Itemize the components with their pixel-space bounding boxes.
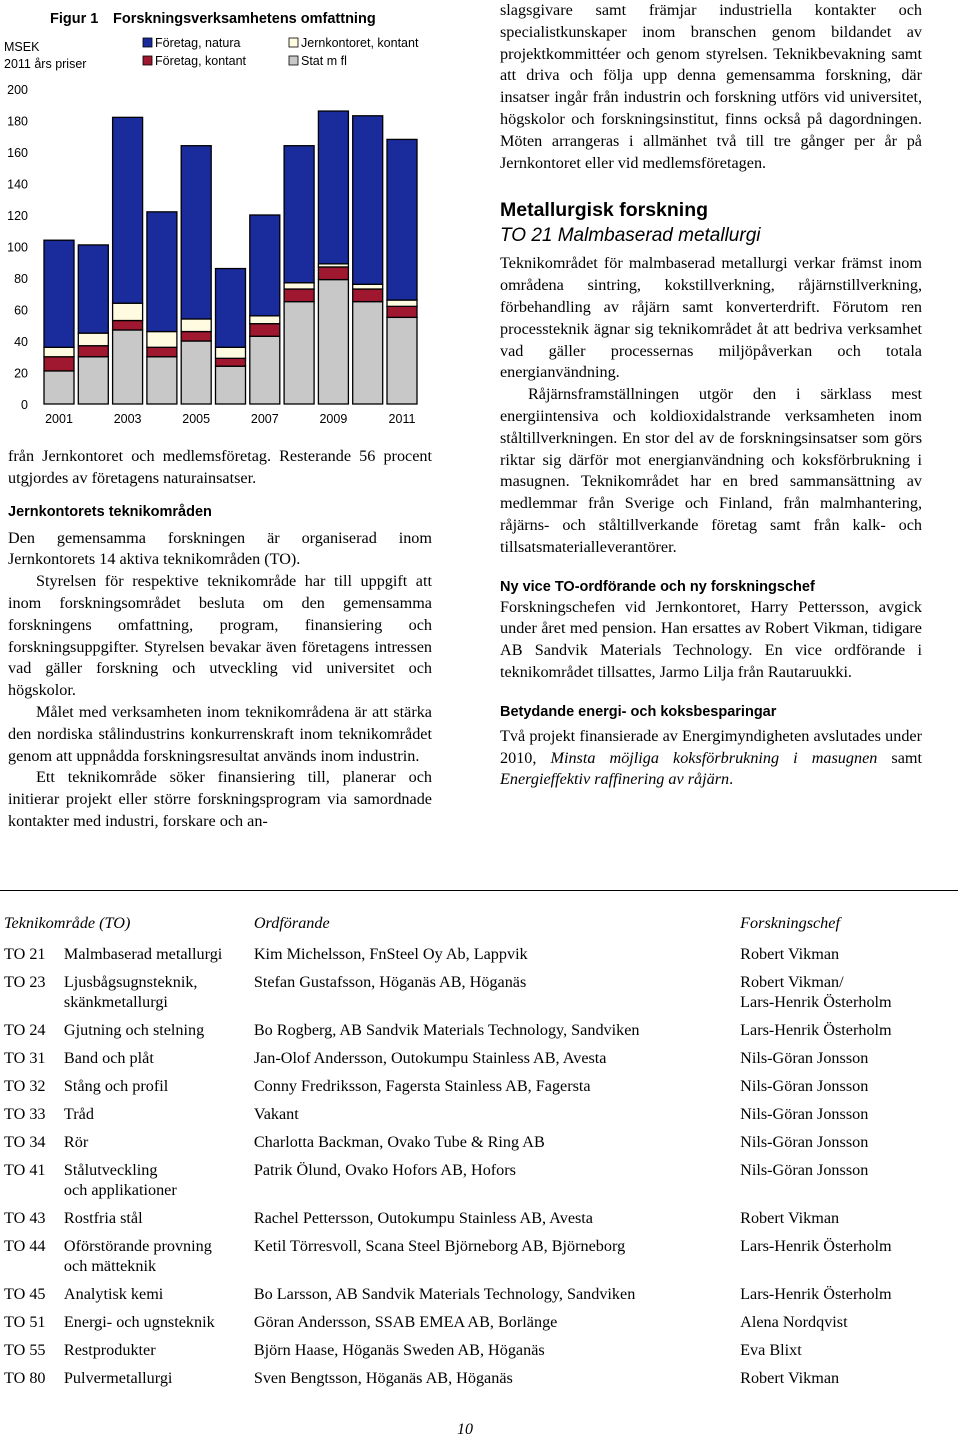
to-area xyxy=(64,971,254,1019)
to-code xyxy=(0,1131,64,1159)
right-paragraph-0: slagsgivare samt främjar industriella kontakter och specialistkunskaper inom branschen genom bildandet av projektkommittéer och genom styrelsen. Teknikbevakning samt att driva och följa upp denna gemensamma forskning, där insatser ingår från industrin och forskning utförs vid universitet, högskolor och forskningsinstitut, finns också på dagordningen. Möten arrangeras i allmänhet två till tre gånger per år på Jernkontoret eller vid medlemsföretagen. xyxy=(500,1,922,172)
left-text-column xyxy=(8,446,432,833)
bar-segment-jernkontoret-2005 xyxy=(181,319,211,332)
table-row xyxy=(0,971,950,1019)
to-chair xyxy=(254,1311,740,1339)
to-chair xyxy=(254,1131,740,1159)
to-code-line: TO 55 xyxy=(4,1341,46,1359)
to-research-chief xyxy=(740,1103,950,1131)
chart-title: Forskningsverksamhetens omfattning xyxy=(113,11,376,27)
x-tick-label: 2005 xyxy=(182,412,211,426)
table-row xyxy=(0,1047,950,1075)
right-paragraph-2: Råjärnsframställningen utgör den i särklass mest energiintensiva och koldioxidalstrande verksamheten inom ståltillverkningen. En stor del av de forskningsinsatser som görs riktar sig därför mot energianvändning och koksförbrukning i masugnen. Teknikområdet har en bred sammansättning av medlemmar från Sverige och Finland, från malmhantering, råjärns- och ståltillverkande företag samt från kalk- och tillsatsmaterialleverantörer. xyxy=(500,385,922,556)
to-research-chief xyxy=(740,1019,950,1047)
to-area-line: Energi- och ugnsteknik xyxy=(63,1313,215,1331)
y-tick-label: 160 xyxy=(7,146,28,160)
x-tick-label: 2003 xyxy=(113,412,142,426)
bar-segment-jernkontoret-2004 xyxy=(147,332,177,348)
bar-segment-foretag_natura-2010 xyxy=(353,116,383,285)
to-chair xyxy=(254,1339,740,1367)
to-area xyxy=(64,943,254,971)
chart-legend xyxy=(143,36,419,68)
to-code xyxy=(0,1103,64,1131)
legend-swatch-foretag_natura xyxy=(143,38,152,47)
to-code-line: TO 21 xyxy=(4,945,46,963)
bar-segment-foretag_natura-2005 xyxy=(181,146,211,319)
to-area-line: skänkmetallurgi xyxy=(63,993,168,1011)
to-chair xyxy=(254,1159,740,1207)
chart-y-ticks xyxy=(7,83,28,412)
bar-segment-statmfl-2001 xyxy=(44,371,74,404)
to-area-line: Malmbaserad metallurgi xyxy=(63,945,223,963)
to-research-chief-line: Lars-Henrik Österholm xyxy=(740,993,892,1011)
to-area-line: Rostfria stål xyxy=(63,1209,143,1227)
legend-label-foretag_natura: Företag, natura xyxy=(155,36,241,50)
x-tick-label: 2009 xyxy=(319,412,348,426)
bar-segment-foretag_kontant-2010 xyxy=(353,289,383,302)
to-code xyxy=(0,1207,64,1235)
page-number: 10 xyxy=(457,1421,473,1438)
bar-segment-statmfl-2006 xyxy=(216,366,246,404)
to-research-chief xyxy=(740,1159,950,1207)
y-tick-label: 120 xyxy=(7,209,28,223)
to-area-line: Oförstörande provning xyxy=(63,1237,212,1255)
to-research-chief-line: Nils-Göran Jonsson xyxy=(740,1133,869,1151)
header-teknikomrade: Teknikområde (TO) xyxy=(4,914,131,932)
table-header-row xyxy=(0,905,950,943)
bar-segment-foretag_natura-2003 xyxy=(113,117,143,303)
table-row xyxy=(0,1019,950,1047)
table-row xyxy=(0,943,950,971)
to-area-line: Tråd xyxy=(63,1105,94,1123)
table-row xyxy=(0,1367,950,1395)
to-research-chief xyxy=(740,1207,950,1235)
to-code-line: TO 33 xyxy=(4,1105,46,1123)
bar-segment-foretag_natura-2007 xyxy=(250,215,280,316)
to-research-chief-line: Lars-Henrik Österholm xyxy=(740,1021,892,1039)
to-research-chief-line: Robert Vikman xyxy=(740,1209,840,1227)
bar-segment-foretag_natura-2008 xyxy=(284,146,314,283)
to-research-chief-line: Nils-Göran Jonsson xyxy=(740,1161,869,1179)
to-research-chief-line: Lars-Henrik Österholm xyxy=(740,1285,892,1303)
to-area xyxy=(64,1207,254,1235)
to-research-chief xyxy=(740,1075,950,1103)
to-chair-line: Björn Haase, Höganäs Sweden AB, Höganäs xyxy=(253,1341,545,1359)
to-area xyxy=(64,1075,254,1103)
left-paragraph-4: Målet med verksamheten inom teknikområdena är att stärka den nordiska stålindustrins konkurrenskraft inom teknikområdet genom att uppnådda forskningsresultat används inom industrin. xyxy=(8,702,432,765)
to-research-chief xyxy=(740,1131,950,1159)
y-tick-label: 80 xyxy=(14,272,28,286)
to-chair xyxy=(254,1075,740,1103)
to-code-line: TO 41 xyxy=(4,1161,46,1179)
heading-ny-vice: Ny vice TO-ordförande och ny forskningschef xyxy=(500,578,815,595)
bar-segment-foretag_kontant-2003 xyxy=(113,321,143,330)
to-area xyxy=(64,1339,254,1367)
legend-swatch-jernkontoret xyxy=(289,38,298,47)
to-area xyxy=(64,1367,254,1395)
to-code xyxy=(0,1367,64,1395)
header-ordforande: Ordförande xyxy=(253,914,330,932)
legend-label-foretag_kontant: Företag, kontant xyxy=(155,54,247,68)
y-tick-label: 140 xyxy=(7,177,28,192)
to-area xyxy=(64,1047,254,1075)
to-code-line: TO 51 xyxy=(4,1313,46,1331)
bar-segment-statmfl-2010 xyxy=(353,302,383,404)
to-chair xyxy=(254,1235,740,1283)
table-row xyxy=(0,1159,950,1207)
to-area xyxy=(64,1103,254,1131)
bar-segment-foretag_kontant-2002 xyxy=(78,346,108,357)
to-area-line: Stålutveckling xyxy=(63,1161,158,1179)
y-tick-label: 40 xyxy=(14,335,28,349)
to-code xyxy=(0,1047,64,1075)
to-area-line: Stång och profil xyxy=(63,1077,169,1095)
to-chair xyxy=(254,1019,740,1047)
bar-segment-foretag_kontant-2006 xyxy=(216,358,246,366)
table-row xyxy=(0,1235,950,1283)
teknikomrade-table xyxy=(0,905,950,1395)
to-chair-line: Sven Bengtsson, Höganäs AB, Höganäs xyxy=(253,1369,513,1387)
to-chair-line: Patrik Ölund, Ovako Hofors AB, Hofors xyxy=(253,1161,516,1179)
right-paragraph-4-part-a: Två projekt finansierade av Energimyndigheten avslutades under 2010, xyxy=(500,726,922,767)
to-chair xyxy=(254,1207,740,1235)
bar-segment-statmfl-2002 xyxy=(78,357,108,404)
right-text-column xyxy=(500,0,922,791)
y-tick-label: 180 xyxy=(7,114,28,129)
to-research-chief-line: Nils-Göran Jonsson xyxy=(740,1049,869,1067)
to-research-chief xyxy=(740,943,950,971)
to-code xyxy=(0,943,64,971)
bar-segment-jernkontoret-2011 xyxy=(387,300,417,306)
bar-segment-jernkontoret-2002 xyxy=(78,333,108,346)
x-tick-label: 2011 xyxy=(388,412,416,426)
bar-segment-jernkontoret-2007 xyxy=(250,316,280,324)
to-research-chief-line: Nils-Göran Jonsson xyxy=(740,1105,869,1123)
bar-segment-statmfl-2005 xyxy=(181,341,211,404)
to-code-line: TO 45 xyxy=(4,1285,46,1303)
to-chair-line: Stefan Gustafsson, Höganäs AB, Höganäs xyxy=(253,973,527,991)
bar-segment-foretag_kontant-2004 xyxy=(147,347,177,356)
y-tick-label: 60 xyxy=(14,303,28,318)
bar-segment-statmfl-2009 xyxy=(318,280,348,404)
right-paragraph-4 xyxy=(500,726,922,791)
bar-segment-foretag_kontant-2007 xyxy=(250,324,280,337)
bar-segment-foretag_kontant-2008 xyxy=(284,289,314,302)
bar-segment-foretag_kontant-2011 xyxy=(387,306,417,317)
to-code xyxy=(0,1075,64,1103)
x-tick-label: 2001 xyxy=(45,412,73,426)
to-area-line: Ljusbågsugnsteknik, xyxy=(63,973,198,991)
to-area xyxy=(64,1159,254,1207)
to-research-chief-line: Eva Blixt xyxy=(740,1341,802,1359)
bar-segment-statmfl-2008 xyxy=(284,302,314,404)
to-code xyxy=(0,1019,64,1047)
bar-segment-jernkontoret-2006 xyxy=(216,347,246,358)
to-chair-line: Jan-Olof Andersson, Outokumpu Stainless AB, Avesta xyxy=(253,1049,607,1067)
to-code xyxy=(0,1339,64,1367)
to-area xyxy=(64,1283,254,1311)
table-row xyxy=(0,1311,950,1339)
chart-unit-prices: 2011 års priser xyxy=(4,57,87,71)
to-code xyxy=(0,1159,64,1207)
bar-segment-foretag_kontant-2009 xyxy=(318,267,348,280)
x-tick-label: 2007 xyxy=(250,412,279,426)
to-area-line: Gjutning och stelning xyxy=(63,1021,205,1039)
right-paragraph-1: Teknikområdet för malmbaserad metallurgi verkar främst inom områdena sintring, kokstillverkning, råjärnstillverkning, förbehandling av råjärn samt konverterdrift. Förutom ren processteknik ägnar sig teknikområdet åt att bedriva verksamhet vad gäller processernas miljöpåverkan och totala energianvändning. xyxy=(500,254,922,382)
project-title-koks: Minsta möjliga koksförbrukning i masugnen xyxy=(550,748,878,767)
to-chair-line: Bo Larsson, AB Sandvik Materials Technology, Sandviken xyxy=(253,1285,636,1303)
bar-segment-jernkontoret-2003 xyxy=(113,303,143,320)
to-chair-line: Vakant xyxy=(253,1105,299,1123)
to-chair xyxy=(254,1103,740,1131)
to-area-line: och mätteknik xyxy=(63,1257,157,1275)
chart-unit-msek: MSEK xyxy=(4,40,40,54)
to-area-line: Analytisk kemi xyxy=(63,1285,164,1303)
to-research-chief xyxy=(740,1047,950,1075)
heading-energi-koks: Betydande energi- och koksbesparingar xyxy=(500,703,777,720)
chart-figure-label: Figur 1 xyxy=(50,11,99,27)
to-code xyxy=(0,1283,64,1311)
left-paragraph-3: Styrelsen för respektive teknikområde har till uppgift att inom forskningsområdet besluta om den gemensamma forskningens omfattning, program, finansiering och forskningsuppgifter. Styrelsen bevakar även företagens intressen vad gäller forskning och utveckling vid universitet och högskolor. xyxy=(8,572,432,700)
y-tick-label: 100 xyxy=(7,240,28,255)
chart-x-ticks xyxy=(45,412,415,426)
to-research-chief xyxy=(740,1311,950,1339)
left-paragraph-5: Ett teknikområde söker finansiering till, planerar och initierar projekt eller större forskningsprogram via samordnade kontakter med industri, forskare och an- xyxy=(8,768,432,830)
heading-to21: TO 21 Malmbaserad metallurgi xyxy=(500,225,761,247)
to-chair-line: Conny Fredriksson, Fagersta Stainless AB, Fagersta xyxy=(253,1077,591,1095)
project-title-raffinering: Energieffektiv raffinering av råjärn xyxy=(500,770,730,789)
to-area xyxy=(64,1235,254,1283)
to-chair xyxy=(254,1283,740,1311)
legend-label-jernkontoret: Jernkontoret, kontant xyxy=(301,36,419,50)
to-code-line: TO 43 xyxy=(4,1209,46,1227)
bar-segment-foretag_natura-2002 xyxy=(78,245,108,333)
to-research-chief xyxy=(740,971,950,1019)
to-chair-line: Göran Andersson, SSAB EMEA AB, Borlänge xyxy=(253,1313,558,1331)
heading-teknikomraden: Jernkontorets teknikområden xyxy=(8,503,212,520)
to-code xyxy=(0,971,64,1019)
to-code-line: TO 23 xyxy=(4,973,46,991)
bar-segment-jernkontoret-2008 xyxy=(284,283,314,289)
to-area xyxy=(64,1311,254,1339)
legend-swatch-foretag_kontant xyxy=(143,56,152,65)
research-volume-chart xyxy=(0,0,440,432)
bar-segment-jernkontoret-2010 xyxy=(353,284,383,289)
to-chair xyxy=(254,943,740,971)
table-body xyxy=(0,943,950,1395)
to-code-line: TO 80 xyxy=(4,1369,46,1387)
bar-segment-foretag_natura-2004 xyxy=(147,212,177,332)
to-research-chief xyxy=(740,1283,950,1311)
to-research-chief-line: Alena Nordqvist xyxy=(740,1313,848,1331)
table-row xyxy=(0,1339,950,1367)
to-research-chief-line: Robert Vikman xyxy=(740,1369,840,1387)
to-research-chief xyxy=(740,1367,950,1395)
bar-segment-foretag_kontant-2001 xyxy=(44,357,74,371)
bar-segment-foretag_natura-2009 xyxy=(318,111,348,264)
to-code-line: TO 24 xyxy=(4,1021,46,1039)
heading-metallurgisk-forskning: Metallurgisk forskning xyxy=(500,199,709,222)
to-code xyxy=(0,1311,64,1339)
to-chair-line: Charlotta Backman, Ovako Tube & Ring AB xyxy=(253,1133,545,1151)
to-chair xyxy=(254,1367,740,1395)
table-top-rule xyxy=(0,890,958,891)
to-chair-line: Ketil Törresvoll, Scana Steel Björneborg AB, Björneborg xyxy=(253,1237,626,1255)
bar-segment-statmfl-2007 xyxy=(250,336,280,404)
to-chair xyxy=(254,1047,740,1075)
to-research-chief-line: Robert Vikman xyxy=(740,945,840,963)
right-paragraph-3: Forskningschefen vid Jernkontoret, Harry Pettersson, avgick under året med pension. Han ersattes av Robert Vikman, tidigare AB Sandvik Materials Technology. En vice ordförande i teknikområdet tillsattes, Jarmo Lilja från Rautaruukki. xyxy=(500,597,922,681)
to-research-chief-line: Lars-Henrik Österholm xyxy=(740,1237,892,1255)
to-research-chief xyxy=(740,1235,950,1283)
right-paragraph-4-part-e: . xyxy=(729,770,734,789)
header-forskningschef: Forskningschef xyxy=(740,914,840,932)
to-research-chief xyxy=(740,1339,950,1367)
table-row xyxy=(0,1131,950,1159)
to-code-line: TO 44 xyxy=(4,1237,46,1255)
left-paragraph-2: Den gemensamma forskningen är organiserad inom Jernkontorets 14 aktiva teknikområden (TO). xyxy=(8,528,432,569)
legend-swatch-statmfl xyxy=(289,56,298,65)
bar-segment-foretag_kontant-2005 xyxy=(181,332,211,341)
to-area xyxy=(64,1131,254,1159)
to-chair-line: Kim Michelsson, FnSteel Oy Ab, Lappvik xyxy=(253,945,528,963)
table-row xyxy=(0,1103,950,1131)
to-code-line: TO 34 xyxy=(4,1133,46,1151)
to-area xyxy=(64,1019,254,1047)
y-tick-label: 20 xyxy=(14,366,28,381)
to-area-line: Rör xyxy=(63,1133,89,1151)
chart-svg xyxy=(0,0,440,432)
table-row xyxy=(0,1283,950,1311)
to-code-line: TO 32 xyxy=(4,1077,46,1095)
to-code-line: TO 31 xyxy=(4,1049,46,1067)
to-area-line: och applikationer xyxy=(63,1181,177,1199)
to-code xyxy=(0,1235,64,1283)
legend-label-statmfl: Stat m fl xyxy=(301,54,347,68)
to-research-chief-line: Robert Vikman/ xyxy=(740,973,844,991)
to-area-line: Pulvermetallurgi xyxy=(63,1369,173,1387)
to-chair-line: Rachel Pettersson, Outokumpu Stainless AB, Avesta xyxy=(253,1209,593,1227)
y-tick-label: 200 xyxy=(7,83,28,97)
bar-segment-statmfl-2003 xyxy=(113,330,143,404)
bar-segment-jernkontoret-2001 xyxy=(44,347,74,356)
to-chair xyxy=(254,971,740,1019)
y-tick-label: 0 xyxy=(21,398,28,412)
chart-bars xyxy=(44,111,417,404)
bar-segment-foretag_natura-2001 xyxy=(44,240,74,347)
to-area-line: Restprodukter xyxy=(63,1341,156,1359)
bar-segment-statmfl-2011 xyxy=(387,317,417,404)
left-paragraph-1: från Jernkontoret och medlemsföretag. Resterande 56 procent utgjordes av företagens naturainsatser. xyxy=(8,447,432,487)
to-chair-line: Bo Rogberg, AB Sandvik Materials Technology, Sandviken xyxy=(253,1021,640,1039)
to-area-line: Band och plåt xyxy=(63,1049,154,1067)
bar-segment-foretag_natura-2006 xyxy=(216,269,246,348)
table-row xyxy=(0,1207,950,1235)
to-research-chief-line: Nils-Göran Jonsson xyxy=(740,1077,869,1095)
bar-segment-foretag_natura-2011 xyxy=(387,139,417,300)
bar-segment-statmfl-2004 xyxy=(147,357,177,404)
table-row xyxy=(0,1075,950,1103)
right-paragraph-4-part-c: samt xyxy=(877,748,922,767)
